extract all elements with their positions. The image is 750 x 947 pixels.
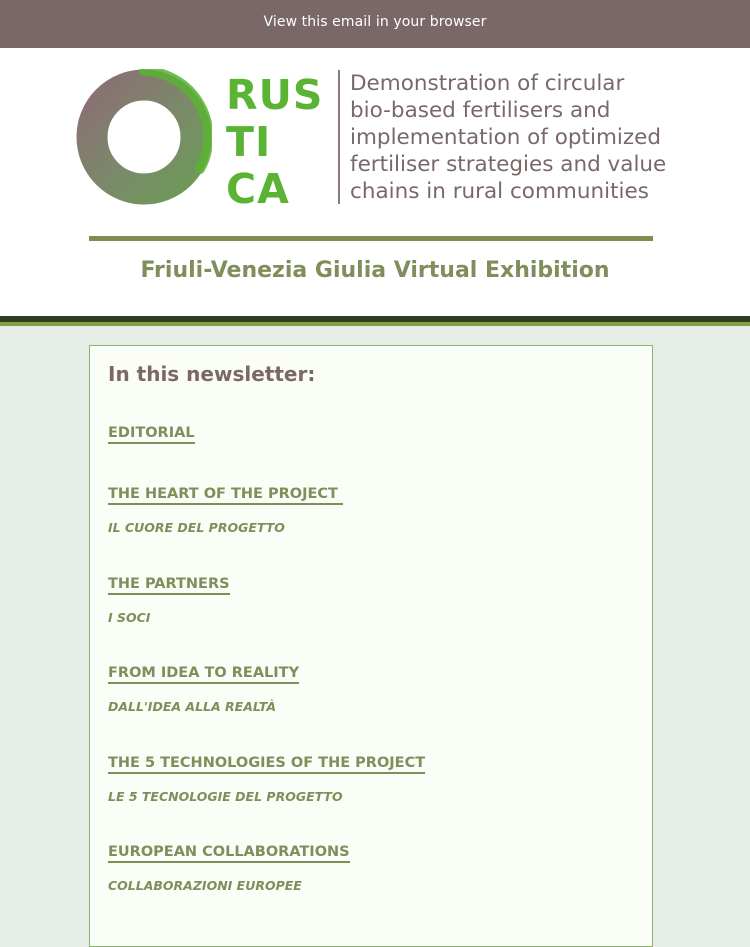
section-subtitle: DALL'IDEA ALLA REALTÀ xyxy=(108,699,276,714)
tagline-line: chains in rural communities xyxy=(350,179,649,204)
header-band-light xyxy=(0,322,750,326)
section-subtitle: COLLABORAZIONI EUROPEE xyxy=(108,878,302,893)
page-title: Friuli-Venezia Giulia Virtual Exhibition xyxy=(140,258,610,283)
list-item xyxy=(108,662,628,714)
wordmark-line: RUS xyxy=(226,71,324,119)
email-header xyxy=(0,48,750,316)
tagline-line: Demonstration of circular xyxy=(350,71,625,96)
list-item xyxy=(108,573,628,625)
wordmark-line: TI xyxy=(226,118,272,166)
rustica-ring-logo-icon xyxy=(76,69,212,205)
list-item xyxy=(108,841,628,893)
section-link-european-collaborations[interactable]: EUROPEAN COLLABORATIONS xyxy=(108,844,350,863)
section-subtitle: I SOCI xyxy=(108,610,151,625)
wordmark-line: CA xyxy=(226,165,290,213)
section-link-5-technologies[interactable]: THE 5 TECHNOLOGIES OF THE PROJECT xyxy=(108,755,425,774)
preheader-bar xyxy=(0,0,750,48)
section-link-heart-of-project[interactable]: THE HEART OF THE PROJECT xyxy=(108,486,343,505)
view-in-browser-link[interactable]: View this email in your browser xyxy=(263,14,487,30)
project-tagline xyxy=(350,70,740,205)
section-link-partners[interactable]: THE PARTNERS xyxy=(108,576,230,595)
list-item xyxy=(108,483,628,535)
header-divider xyxy=(89,236,653,241)
tagline-line: fertiliser strategies and value xyxy=(350,152,667,177)
contents-heading: In this newsletter: xyxy=(108,362,316,386)
tagline-line: bio-based fertilisers and xyxy=(350,98,611,123)
section-subtitle: IL CUORE DEL PROGETTO xyxy=(108,520,285,535)
list-item xyxy=(108,752,628,804)
section-link-editorial[interactable]: EDITORIAL xyxy=(108,425,195,444)
logo-divider xyxy=(338,70,340,204)
newsletter-contents-panel xyxy=(89,345,653,947)
section-subtitle: LE 5 TECNOLOGIE DEL PROGETTO xyxy=(108,789,343,804)
rustica-wordmark xyxy=(226,72,336,213)
section-link-idea-to-reality[interactable]: FROM IDEA TO REALITY xyxy=(108,665,299,684)
list-item xyxy=(108,422,628,444)
tagline-line: implementation of optimized xyxy=(350,125,662,150)
